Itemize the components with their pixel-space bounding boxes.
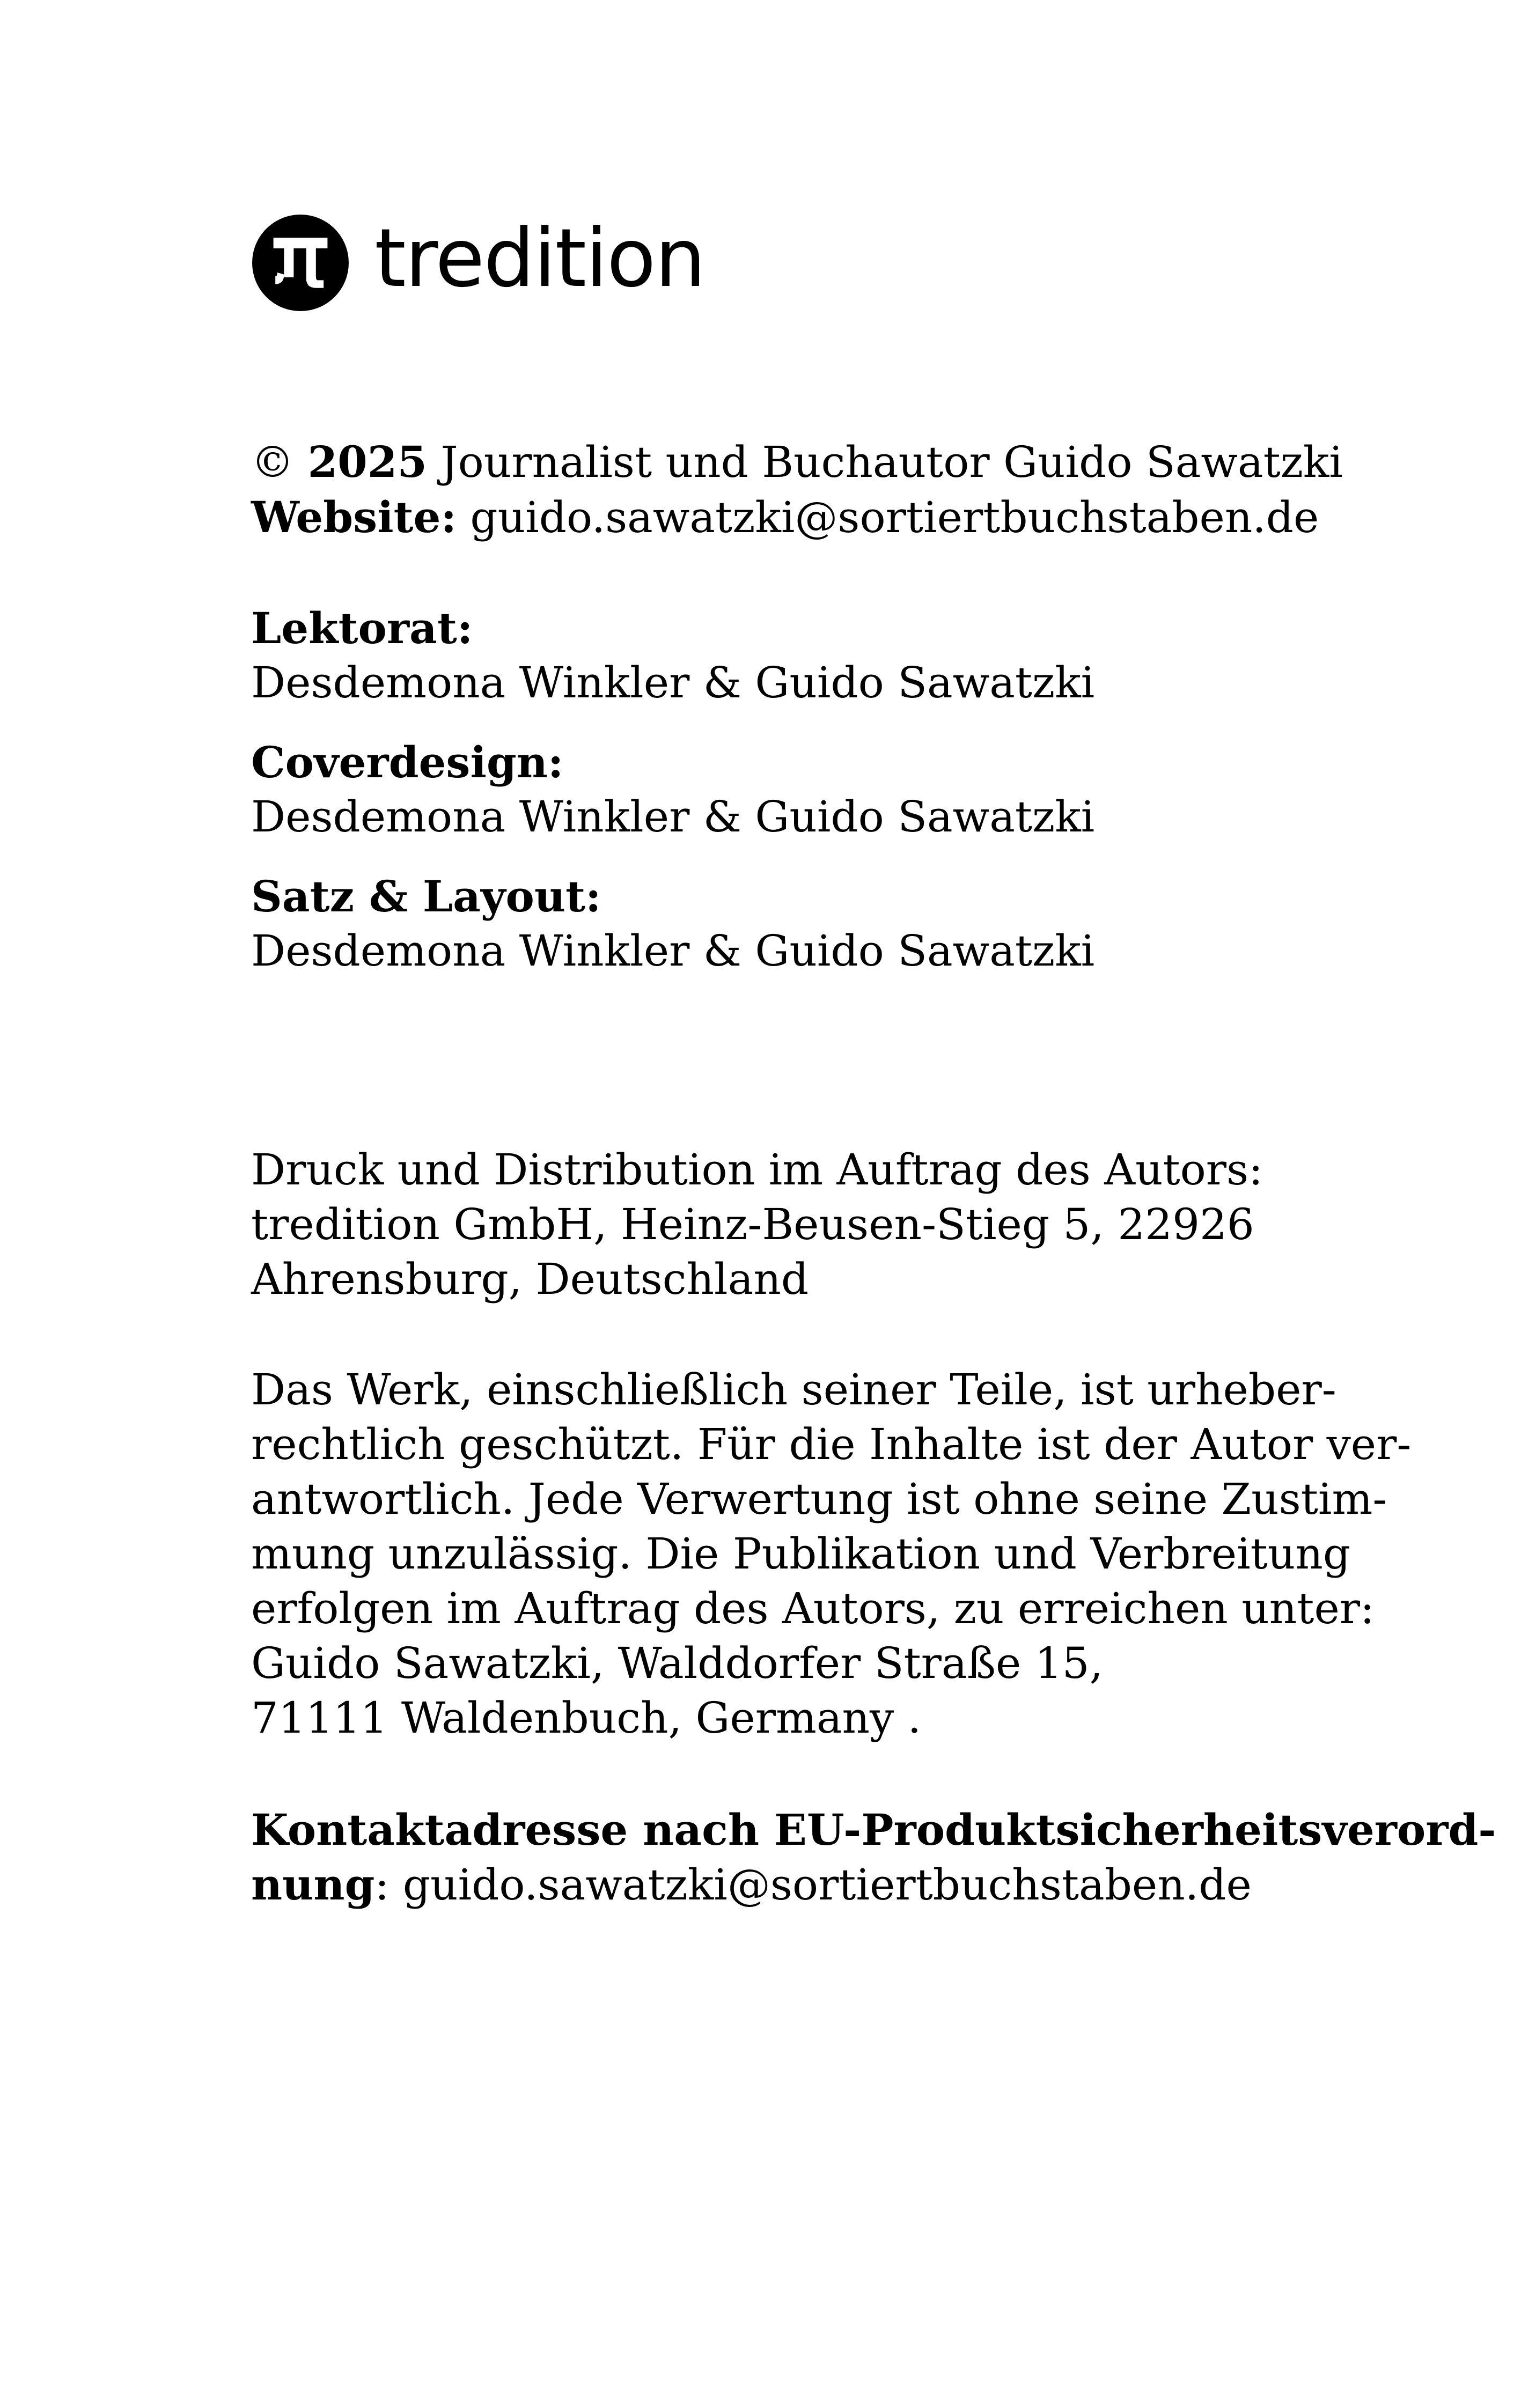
credit-satz-layout	[251, 869, 1324, 978]
notice-line: Guido Sawatzki, Walddorfer Straße 15,	[251, 1638, 1104, 1688]
copyright-holder: Journalist und Buchautor Guido Sawatzki	[440, 437, 1343, 487]
notice-line: 71111 Waldenbuch, Germany .	[251, 1693, 922, 1743]
contact-email: guido.sawatzki@sortiertbuchstaben.de	[402, 1860, 1252, 1910]
credit-value: Desdemona Winkler & Guido Sawatzki	[251, 658, 1095, 708]
copyright-year: 2025	[307, 437, 428, 487]
druck-block	[251, 1143, 1324, 1307]
contact-block	[251, 1802, 1496, 1912]
contact-separator: :	[374, 1860, 390, 1910]
logo-wordmark: tredition	[374, 212, 705, 305]
druck-line: Druck und Distribution im Auftrag des Autors:	[251, 1145, 1263, 1195]
copyright-symbol: ©	[251, 437, 294, 487]
notice-line: antwortlich. Jede Verwertung ist ohne seine Zustim-	[251, 1474, 1387, 1524]
publisher-logo	[252, 212, 705, 311]
credit-label: Coverdesign:	[251, 737, 564, 787]
notice-line: erfolgen im Auftrag des Autors, zu erreichen unter:	[251, 1584, 1375, 1633]
notice-line: Das Werk, einschließlich seiner Teile, ist urheber-	[251, 1365, 1336, 1415]
credit-value: Desdemona Winkler & Guido Sawatzki	[251, 926, 1095, 976]
credit-label: Satz & Layout:	[251, 871, 601, 922]
notice-line: mung unzulässig. Die Publikation und Verbreitung	[251, 1529, 1351, 1579]
credit-coverdesign	[251, 735, 1324, 844]
website-value: guido.sawatzki@sortiertbuchstaben.de	[470, 492, 1319, 542]
website-label: Website:	[251, 492, 457, 542]
credit-label: Lektorat:	[251, 603, 473, 653]
druck-line: tredition GmbH, Heinz-Beusen-Stieg 5, 22926	[251, 1199, 1254, 1249]
tredition-logo-icon	[252, 215, 349, 311]
notice-line: rechtlich geschützt. Für die Inhalte ist der Autor ver-	[251, 1419, 1412, 1469]
druck-line: Ahrensburg, Deutschland	[251, 1254, 809, 1304]
contact-label-line2: nung	[251, 1859, 375, 1910]
contact-label-line1: Kontaktadresse nach EU-Produktsicherheitsverord-	[251, 1805, 1496, 1855]
website-line	[251, 490, 1324, 545]
credit-value: Desdemona Winkler & Guido Sawatzki	[251, 792, 1095, 842]
contact-line2	[251, 1857, 1324, 1912]
copyright-notice-block	[251, 1363, 1412, 1746]
copyright-line	[251, 435, 1343, 490]
credit-lektorat	[251, 601, 1324, 710]
copyright-block	[251, 435, 1343, 545]
